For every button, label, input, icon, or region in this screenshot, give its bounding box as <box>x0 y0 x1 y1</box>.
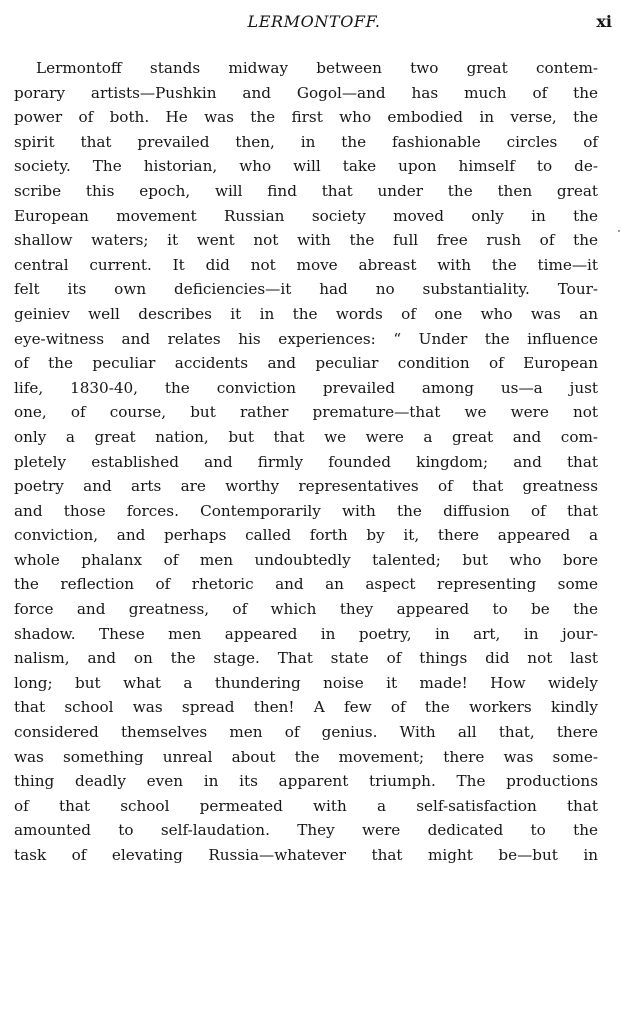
text-line: the reflection of rhetoric and an aspect representing some <box>14 575 598 594</box>
text-line: thing deadly even in its apparent triumph. The productions <box>14 772 598 791</box>
text-line: power of both. He was the first who embodied in verse, the <box>14 108 598 127</box>
text-line: amounted to self-laudation. They were dedicated to the <box>14 821 598 840</box>
text-line: of the peculiar accidents and peculiar condition of European <box>14 354 598 373</box>
text-line: poetry and arts are worthy representatives of that greatness <box>14 477 598 496</box>
text-line: task of elevating Russia—whatever that might be—but in <box>14 846 598 864</box>
text-line: geiniev well describes it in the words of one who was an <box>14 304 598 323</box>
running-title: LERMONTOFF. <box>247 12 381 31</box>
text-line: considered themselves men of genius. With all that, there <box>14 723 598 742</box>
text-line: only a great nation, but that we were a great and com- <box>14 427 598 446</box>
text-line: porary artists—Pushkin and Gogol—and has much of the <box>14 83 598 102</box>
text-line: that school was spread then! A few of the workers kindly <box>14 698 598 717</box>
text-line: Lermontoff stands midway between two great contem- <box>36 59 598 77</box>
text-line: felt its own deficiencies—it had no substantiality. Tour- <box>14 280 598 299</box>
text-line: nalism, and on the stage. That state of things did not last <box>14 649 598 668</box>
text-line: European movement Russian society moved only in the <box>14 206 598 225</box>
text-line: society. The historian, who will take upon himself to de- <box>14 157 598 176</box>
text-line: whole phalanx of men undoubtedly talented; but who bore <box>14 550 598 569</box>
text-line: life, 1830-40, the conviction prevailed among us—a just <box>14 378 598 397</box>
text-line: pletely established and firmly founded kingdom; and that <box>14 452 598 471</box>
text-line: force and greatness, of which they appeared to be the <box>14 600 598 619</box>
print-speck <box>618 230 620 232</box>
text-line: shallow waters; it went not with the full free rush of the <box>14 231 598 250</box>
text-line: long; but what a thundering noise it made! How widely <box>14 673 598 692</box>
text-line: central current. It did not move abreast with the time—it <box>14 255 598 274</box>
body-paragraph <box>14 56 598 868</box>
page-header <box>0 10 628 34</box>
text-line: eye-witness and relates his experiences: “ Under the influence <box>14 329 598 348</box>
text-line: scribe this epoch, will find that under the then great <box>14 181 598 200</box>
text-line: of that school permeated with a self-satisfaction that <box>14 796 598 815</box>
text-line: spirit that prevailed then, in the fashionable circles of <box>14 132 598 151</box>
text-line: conviction, and perhaps called forth by it, there appeared a <box>14 526 598 545</box>
text-line: shadow. These men appeared in poetry, in art, in jour- <box>14 624 598 643</box>
page-number: xi <box>596 12 612 31</box>
text-line: was something unreal about the movement; there was some- <box>14 747 598 766</box>
text-line: and those forces. Contemporarily with the diffusion of that <box>14 501 598 520</box>
text-line: one, of course, but rather premature—that we were not <box>14 403 598 422</box>
